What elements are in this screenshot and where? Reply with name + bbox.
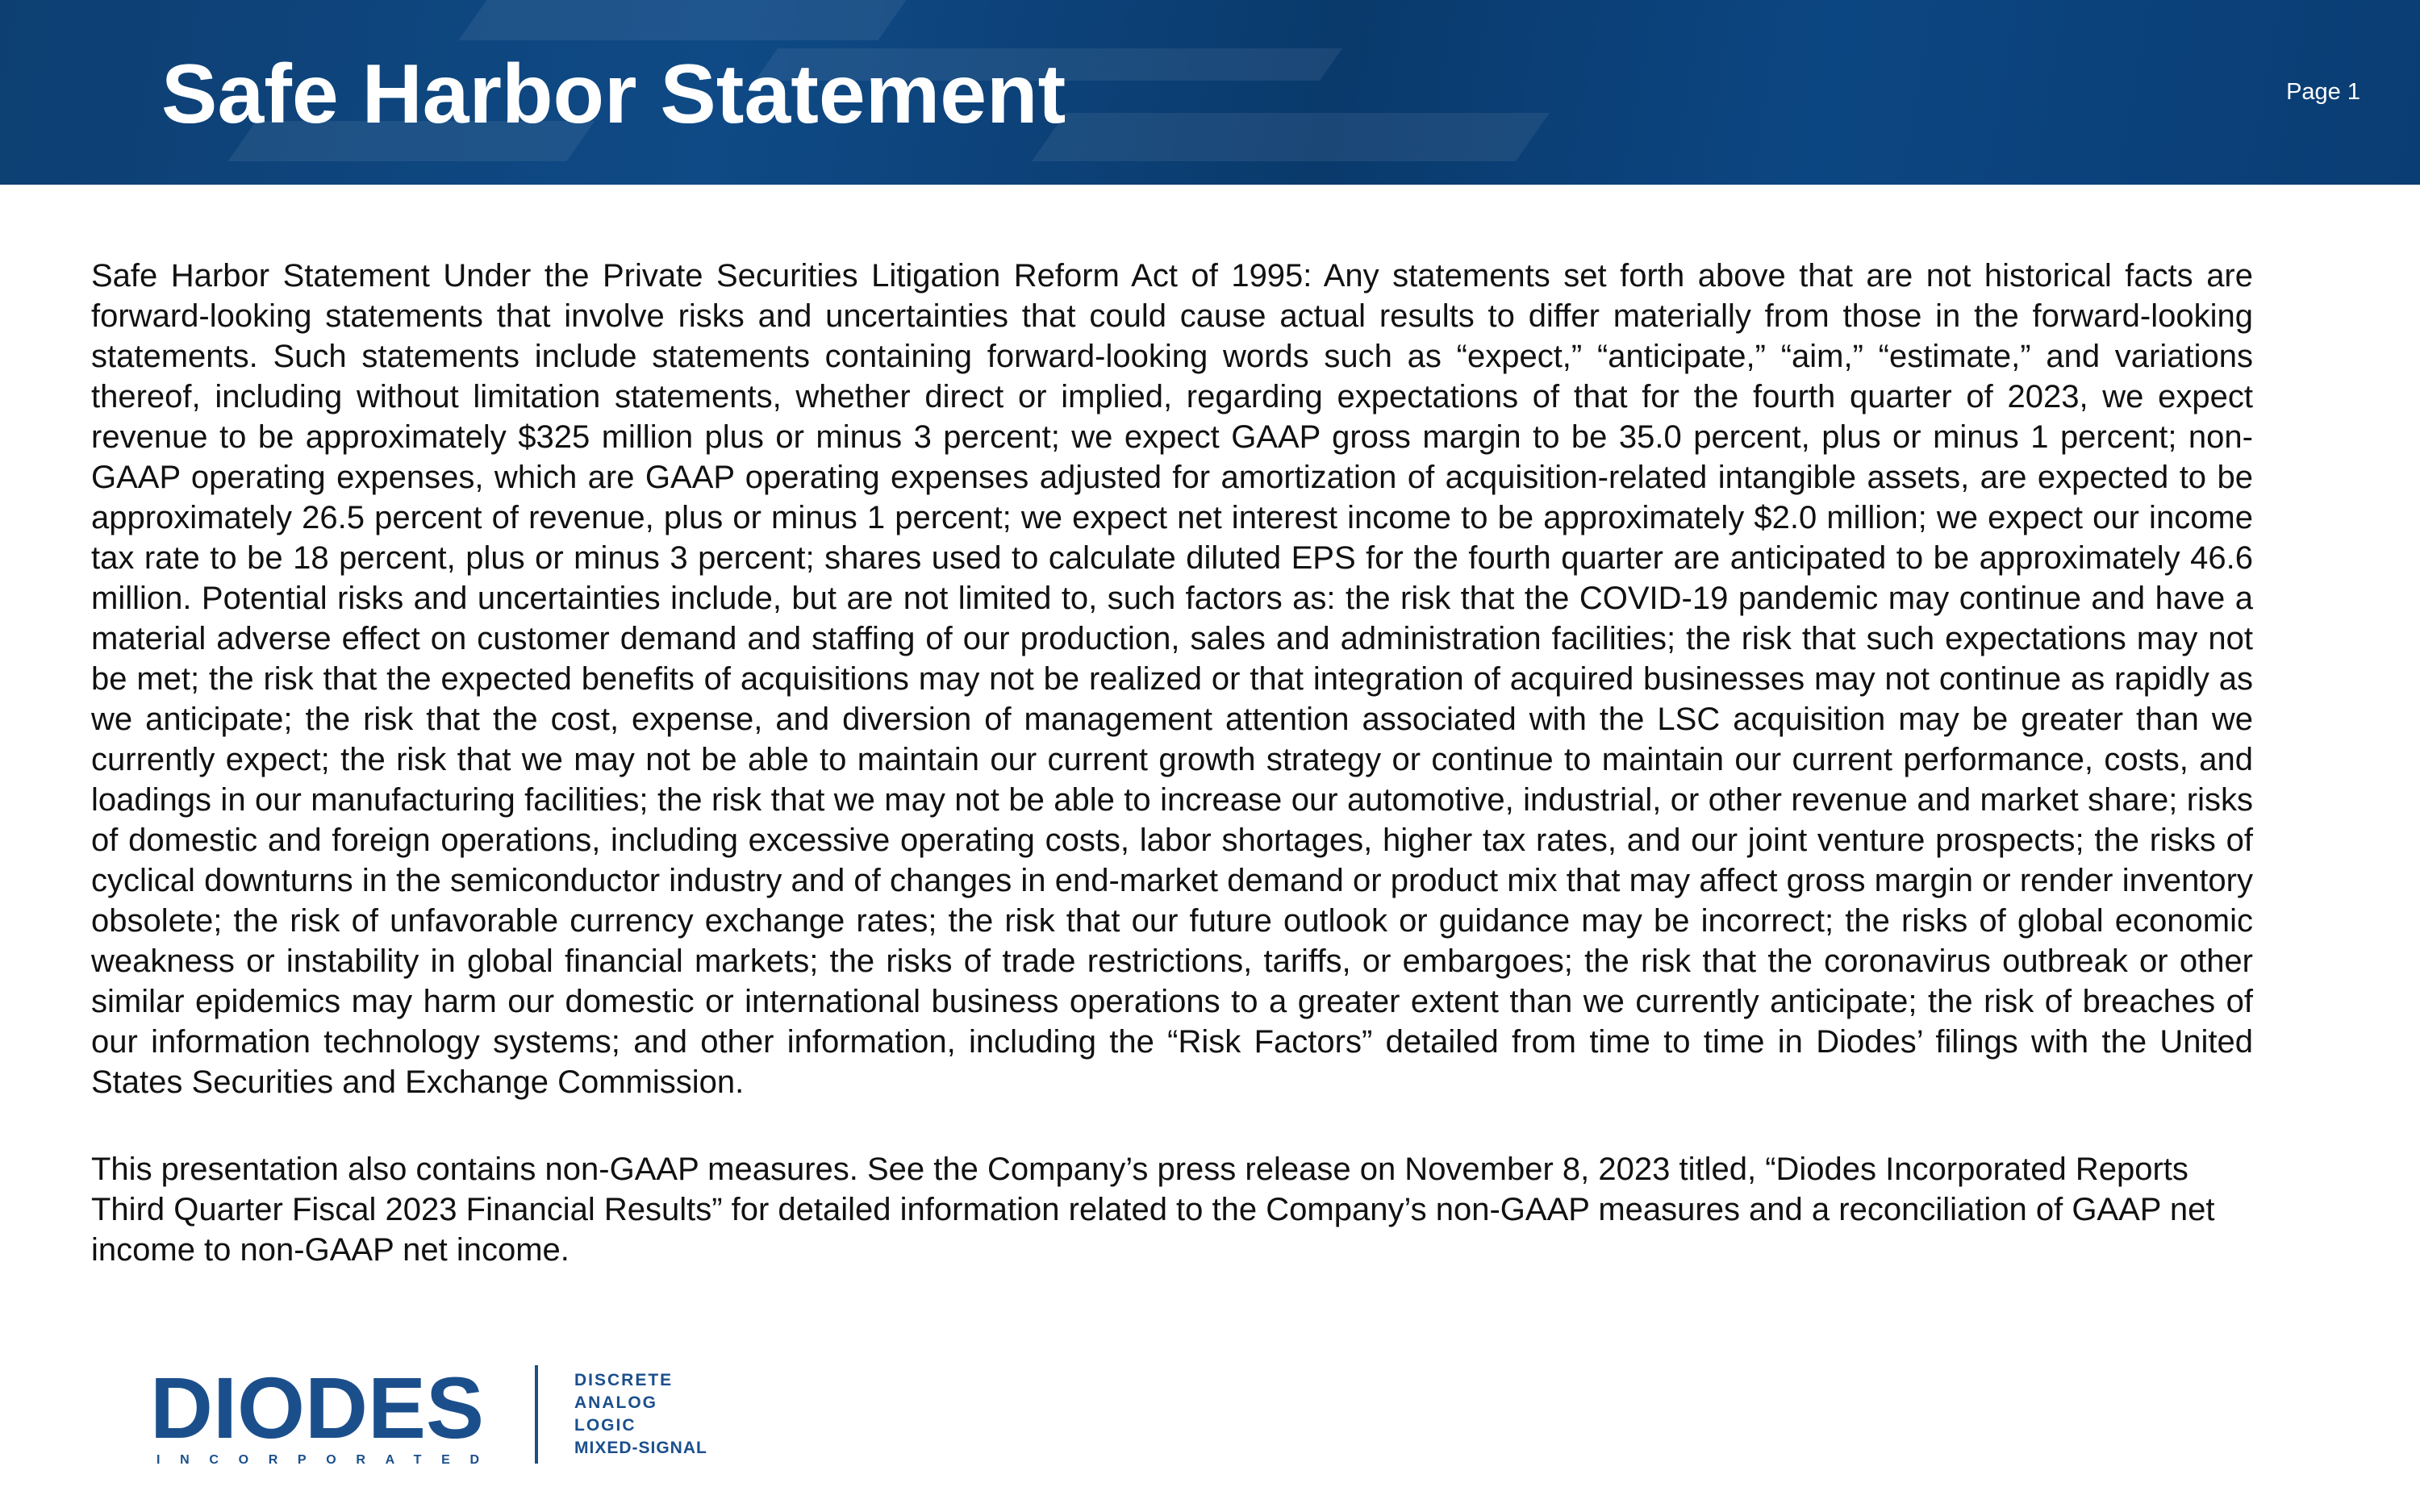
- page-title: Safe Harbor Statement: [161, 48, 1066, 141]
- page-number: Page 1: [2286, 79, 2360, 105]
- logo-tagline-mixed-signal: MIXED-SIGNAL: [574, 1439, 707, 1457]
- safe-harbor-paragraph: Safe Harbor Statement Under the Private Securities Litigation Reform Act of 1995: Any statements set forth above that are not historical facts are forward-looking statements that involve risks and uncertainties that could cause actual results to differ materially from those in the forward-looking statements. Such statements include statements containing forward-looking words such as “expect,” “anticipate,” “aim,” “estimate,” and variations thereof, including without limitation statements, whether direct or implied, regarding expectations of that for the fourth quarter of 2023, we expect revenue to be approximately $325 million plus or minus 3 percent; we expect GAAP gross margin to be 35.0 percent, plus or minus 1 percent; non-GAAP operating expenses, which are GAAP operating expenses adjusted for amortization of acquisition-related intangible assets, are expected to be approximately 26.5 percent of revenue, plus or minus 1 percent; we expect net interest income to be approximately $2.0 million; we expect our income tax rate to be 18 percent, plus or minus 3 percent; shares used to calculate diluted EPS for the fourth quarter are anticipated to be approximately 46.6 million. Potential risks and uncertainties include, but are not limited to, such factors as: the risk that the COVID-19 pandemic may continue and have a material adverse effect on customer demand and staffing of our production, sales and administration facilities; the risk that such expectations may not be met; the risk that the expected benefits of acquisitions may not be realized or that integration of acquired businesses may not continue as rapidly as we anticipate; the risk that the cost, expense, and diversion of management attention associated with the LSC acquisition may be greater than we currently expect; the risk that we may not be able to maintain our current growth strategy or continue to maintain our current performance, costs, and loadings in our manufacturing facilities; the risk that we may not be able to increase our automotive, industrial, or other revenue and market share; risks of domestic and foreign operations, including excessive operating costs, labor shortages, higher tax rates, and our joint venture prospects; the risks of cyclical downturns in the semiconductor industry and of changes in end-market demand or product mix that may affect gross margin or render inventory obsolete; the risk of unfavorable currency exchange rates; the risk that our future outlook or guidance may be incorrect; the risks of global economic weakness or instability in global financial markets; the risks of trade restrictions, tariffs, or embargoes; the risk that the coronavirus outbreak or other similar epidemics may harm our domestic or international business operations to a greater extent than we currently anticipate; the risk of breaches of our information technology systems; and other information, including the “Risk Factors” detailed from time to time in Diodes’ filings with the United States Securities and Exchange Commission.: [91, 258, 2253, 1100]
- title-banner: [0, 0, 2420, 185]
- diodes-logo: [150, 1363, 723, 1468]
- logo-tagline-logic: LOGIC: [574, 1416, 636, 1435]
- logo-subtitle: INCORPORATED: [156, 1453, 479, 1467]
- logo-wordmark: DIODES: [150, 1363, 484, 1456]
- statement-body: [91, 256, 2253, 1270]
- non-gaap-paragraph: This presentation also contains non-GAAP measures. See the Company’s press release on November 8, 2023 titled, “Diodes Incorporated Reports Third Quarter Fiscal 2023 Financial Results” for detailed information related to the Company’s non-GAAP measures and a reconciliation of GAAP net income to non-GAAP net income.: [91, 1152, 2215, 1268]
- logo-tagline-analog: ANALOG: [574, 1393, 657, 1412]
- logo-tagline-discrete: DISCRETE: [574, 1371, 674, 1389]
